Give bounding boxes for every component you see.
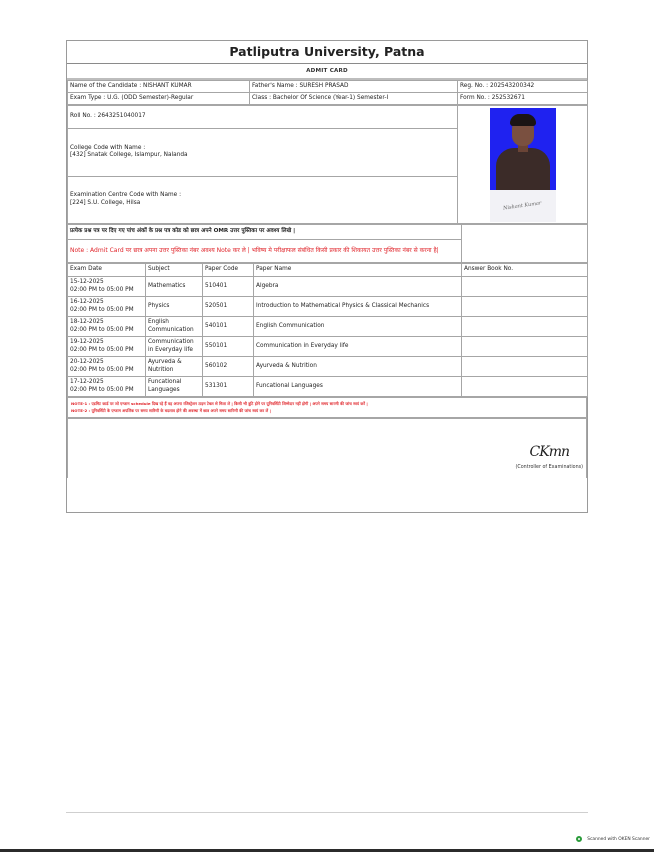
time-text: 02:00 PM to 05:00 PM xyxy=(70,346,134,353)
paper-code: 520501 xyxy=(203,297,254,317)
answer-book-no xyxy=(462,277,588,297)
page-divider xyxy=(66,812,588,813)
candidate-photo xyxy=(490,108,556,190)
college-label: College Code with Name : xyxy=(70,144,146,151)
paper-name: Introduction to Mathematical Physics & Classical Mechanics xyxy=(254,297,462,317)
candidate-name: Name of the Candidate : NISHANT KUMAR xyxy=(68,81,250,93)
candidate-details-table xyxy=(67,105,588,224)
info-row xyxy=(68,81,588,93)
class-name: Class : Bachelor Of Science (Year-1) Semester-I xyxy=(250,93,458,105)
col-paper-code: Paper Code xyxy=(203,264,254,277)
info-row xyxy=(68,93,588,105)
college-value: [432] Snatak College, Islampur, Nalanda xyxy=(70,152,188,159)
centre-value: [224] S.U. College, Hilsa xyxy=(70,199,141,206)
exam-date xyxy=(68,277,146,297)
date-text: 17-12-2025 xyxy=(70,378,104,385)
oken-scanner-icon xyxy=(576,836,582,842)
candidate-signature xyxy=(490,190,556,222)
answer-book-no xyxy=(462,357,588,377)
time-text: 02:00 PM to 05:00 PM xyxy=(70,306,134,313)
subject: Mathematics xyxy=(146,277,203,297)
time-text: 02:00 PM to 05:00 PM xyxy=(70,326,134,333)
paper-name: Communication in Everyday life xyxy=(254,337,462,357)
signature-cell xyxy=(68,418,587,478)
subject: Physics xyxy=(146,297,203,317)
time-text: 02:00 PM to 05:00 PM xyxy=(70,366,134,373)
father-name: Father's Name : SURESH PRASAD xyxy=(250,81,458,93)
notes-row xyxy=(68,398,587,418)
roll-row xyxy=(68,106,588,129)
reg-no: Reg. No. : 202543200342 xyxy=(458,81,588,93)
answer-book-no xyxy=(462,297,588,317)
paper-code: 560102 xyxy=(203,357,254,377)
notes-table xyxy=(67,397,587,418)
candidate-info-table xyxy=(67,80,588,105)
roll-no: Roll No. : 2643251040017 xyxy=(68,106,458,129)
paper-name: Algebra xyxy=(254,277,462,297)
paper-code: 510401 xyxy=(203,277,254,297)
schedule-row xyxy=(68,277,588,297)
schedule-row xyxy=(68,297,588,317)
omr-instruction: प्रत्येक प्रश्न पत्र पर दिए गए पांच अंकों के प्रश्न पत्र कोड को छात्र अपने OMR उत्तर पुस्तिका पर अवश्य लिखे | xyxy=(68,225,462,240)
date-text: 15-12-2025 xyxy=(70,278,104,285)
admit-card-note: Note : Admit Card पर छात्र अपना उत्तर पुस्तिका नंबर अवश्य Note कर ले | भविष्य मे परीक्षाफल संबंधित किसी प्रकार की शिकायत उत्तर पुस्तिका नंबर से करना है| xyxy=(68,240,462,263)
schedule-header-row xyxy=(68,264,588,277)
exam-date xyxy=(68,337,146,357)
date-text: 18-12-2025 xyxy=(70,318,104,325)
document-type: ADMIT CARD xyxy=(67,64,587,80)
centre-info xyxy=(68,176,458,223)
exam-schedule-table xyxy=(67,263,588,397)
col-paper-name: Paper Name xyxy=(254,264,462,277)
instructions-table xyxy=(67,224,588,263)
date-text: 19-12-2025 xyxy=(70,338,104,345)
exam-date xyxy=(68,297,146,317)
university-title: Patliputra University, Patna xyxy=(67,41,587,64)
candidate-signature-text: Nishant Kumar xyxy=(503,200,542,212)
paper-code: 531301 xyxy=(203,377,254,397)
exam-date xyxy=(68,317,146,337)
controller-signature: CKmn xyxy=(529,444,569,461)
notes-cell xyxy=(68,398,587,418)
col-exam-date: Exam Date xyxy=(68,264,146,277)
form-no: Form No. : 252532671 xyxy=(458,93,588,105)
date-text: 16-12-2025 xyxy=(70,298,104,305)
col-answer-book: Answer Book No. xyxy=(462,264,588,277)
time-text: 02:00 PM to 05:00 PM xyxy=(70,286,134,293)
note-2: NOTE-2 : यूनिवर्सिटी के एग्जाम अपलिंक पर समय सारिणी के बदलाव होने की अवस्था में छात्र अपने समय सारिणी की जांच स्वयं कर लें | xyxy=(71,408,271,414)
subject: Funcational Languages xyxy=(146,377,203,397)
instruction-empty-cell xyxy=(462,225,588,263)
paper-name: Ayurveda & Nutrition xyxy=(254,357,462,377)
photo-cell xyxy=(458,106,588,224)
controller-signature-table xyxy=(67,418,587,478)
schedule-row xyxy=(68,337,588,357)
centre-label: Examination Centre Code with Name : xyxy=(70,191,182,198)
col-subject: Subject xyxy=(146,264,203,277)
controller-label: (Controller of Examinations) xyxy=(515,465,583,471)
answer-book-no xyxy=(462,377,588,397)
answer-book-no xyxy=(462,317,588,337)
note-1: NOTE-1 : एडमिट कार्ड पर जो एग्जाम schedule दिख रहे हैं वह अपना रजिस्ट्रेशन टाइम टेबल से मिला ले | किसी भी त्रुटि होने पर यूनिवर्सिटी जिम्मेदार नहीं होगी | अपने समय सारणी की जांच स्वयं करें | xyxy=(71,401,368,406)
scanner-text: Scanned with OKEN Scanner xyxy=(587,836,650,842)
paper-code: 550101 xyxy=(203,337,254,357)
paper-code: 540101 xyxy=(203,317,254,337)
admit-card xyxy=(66,40,588,513)
exam-date xyxy=(68,357,146,377)
schedule-row xyxy=(68,317,588,337)
exam-type: Exam Type : U.G. (ODD Semester)-Regular xyxy=(68,93,250,105)
subject: Ayurveda & Nutrition xyxy=(146,357,203,377)
subject: Communication in Everyday life xyxy=(146,337,203,357)
time-text: 02:00 PM to 05:00 PM xyxy=(70,386,134,393)
signature-row xyxy=(68,418,587,478)
college-info xyxy=(68,129,458,176)
schedule-row xyxy=(68,377,588,397)
answer-book-no xyxy=(462,337,588,357)
paper-name: English Communication xyxy=(254,317,462,337)
scanner-watermark xyxy=(576,836,650,842)
instruction-row xyxy=(68,225,588,240)
paper-name: Funcational Languages xyxy=(254,377,462,397)
schedule-row xyxy=(68,357,588,377)
subject: English Communication xyxy=(146,317,203,337)
date-text: 20-12-2025 xyxy=(70,358,104,365)
exam-date xyxy=(68,377,146,397)
